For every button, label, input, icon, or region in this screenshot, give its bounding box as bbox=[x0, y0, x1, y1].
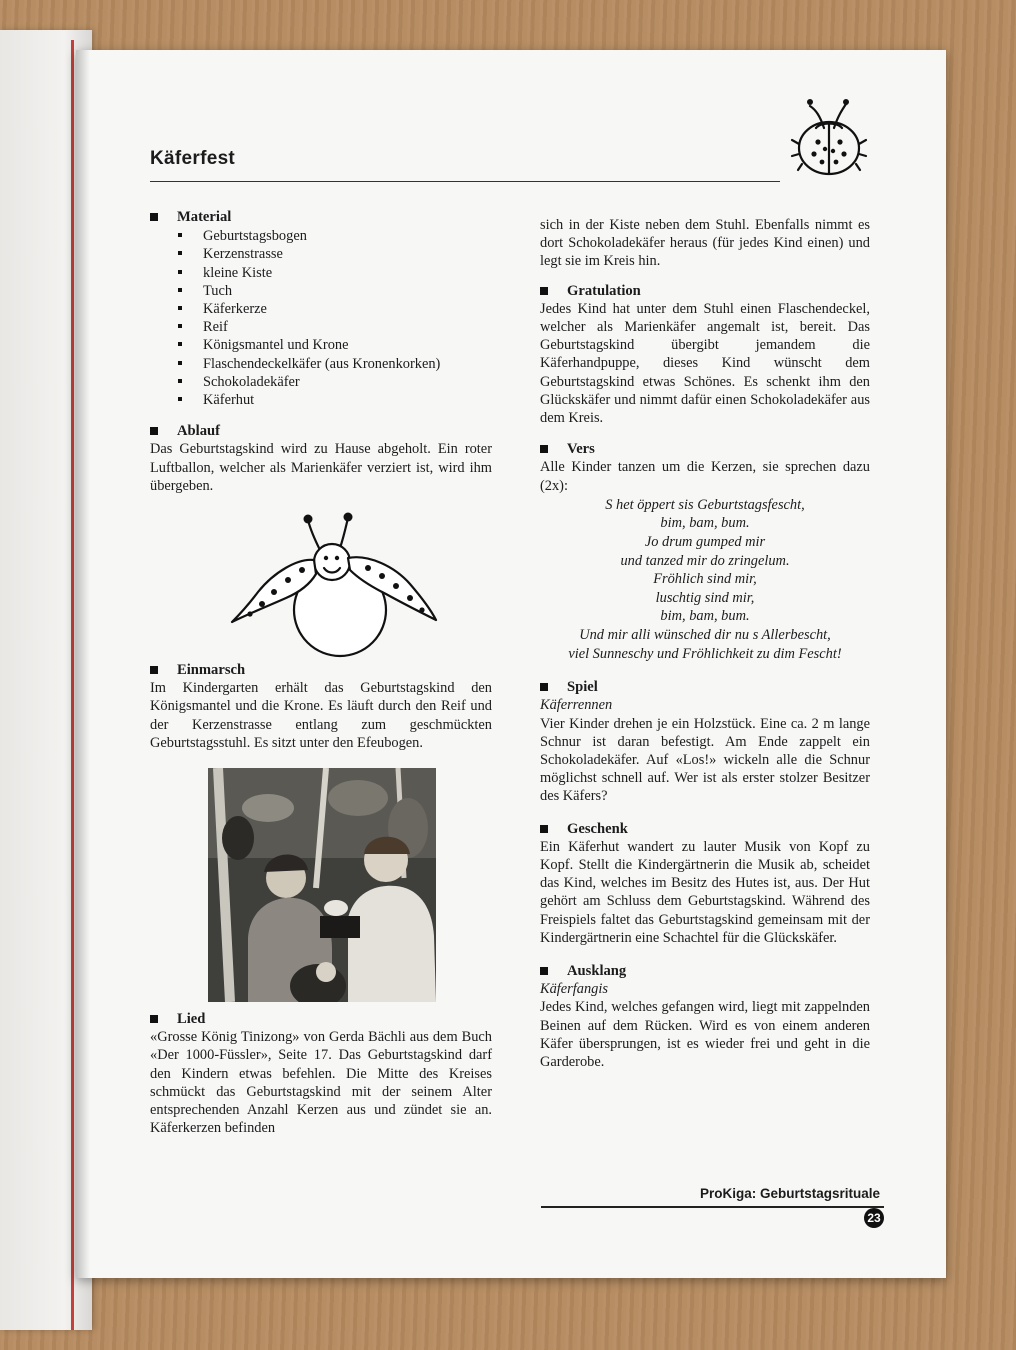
lied-text: «Grosse König Tinizong» von Gerda Bächli aus dem Buch «Der 1000-Füssler», Seite 17. Das Geburtstagskind darf den Kindern etwas befehlen. Die Mitte des Kreises schmückt das Geburtstagskind mit der seinem Alter entsprechenden Anzahl Kerzen aus und zündet sie an. Käferkerzen befinden bbox=[150, 1029, 492, 1137]
geschenk-heading: Geschenk bbox=[567, 820, 628, 837]
vers-poem bbox=[540, 496, 870, 663]
page-edge-stripe bbox=[71, 40, 74, 1330]
material-item: Käferkerze bbox=[150, 300, 492, 318]
square-bullet-icon bbox=[150, 666, 158, 674]
material-item: Geburtstagsbogen bbox=[150, 227, 492, 245]
poem-line: Fröhlich sind mir, bbox=[653, 571, 757, 588]
gratulation-text: Jedes Kind hat unter dem Stuhl einen Flaschendeckel, welcher als Marienkäfer angemalt ist, bereit. Das Geburtstagskind übergibt jemandem die Käferhandpuppe, dieses Kind wünscht dem Geburtstagskind etwas Schönes. Es schenkt ihm den Glückskäfer und nimmt dafür einen Schokoladekäfer aus dem Kreis. bbox=[540, 300, 870, 427]
section-heading-ausklang bbox=[540, 962, 870, 980]
vers-intro: Alle Kinder tanzen um die Kerzen, sie sprechen dazu (2x): bbox=[540, 459, 870, 494]
ladybug-balloon-illustration bbox=[228, 510, 438, 658]
page-spine-shadow bbox=[76, 50, 90, 1278]
geschenk-text: Ein Käferhut wandert zu lauter Musik von Kopf zu Kopf. Stellt die Kindergärtnerin die Musik ab, scheidet das Kind, welches im Besitz des Hutes ist, aus. Der Hut gehört am Schluss dem Geburtstagskind. Während des Freispiels faltet das Geburtstagskind gemeinsam mit der Kindergärtnerin eine Schachtel für die Glückskäfer. bbox=[540, 838, 870, 946]
ausklang-subtitle: Käferfangis bbox=[540, 981, 608, 998]
material-heading: Material bbox=[177, 209, 232, 225]
square-bullet-icon bbox=[540, 287, 548, 295]
material-item: Kerzenstrasse bbox=[150, 245, 492, 263]
square-bullet-icon bbox=[540, 445, 548, 453]
right-column bbox=[540, 216, 870, 1071]
page-number: 23 bbox=[864, 1208, 884, 1228]
spiel-heading: Spiel bbox=[567, 679, 598, 696]
ablauf-heading: Ablauf bbox=[177, 423, 220, 440]
material-item: Reif bbox=[150, 318, 492, 336]
children-photo bbox=[208, 768, 436, 1002]
poem-line: und tanzed mir do zringelum. bbox=[620, 552, 790, 569]
ausklang-text: Jedes Kind, welches gefangen wird, liegt mit zappelnden Beinen auf dem Rücken. Wird es von einem anderen Käfer übersprungen, ist es wieder frei und geht in die Garderobe. bbox=[540, 999, 870, 1071]
poem-line: bim, bam, bum. bbox=[660, 608, 750, 625]
page-title: Käferfest bbox=[150, 148, 236, 169]
square-bullet-icon bbox=[540, 683, 548, 691]
section-heading-material bbox=[150, 208, 492, 226]
spiel-subtitle: Käferrennen bbox=[540, 697, 613, 714]
section-heading-spiel bbox=[540, 678, 870, 696]
section-heading-vers bbox=[540, 440, 870, 458]
material-item: Tuch bbox=[150, 282, 492, 300]
section-heading-ablauf bbox=[150, 422, 492, 440]
poem-line: Und mir alli wünsched dir nu s Allerbescht, bbox=[579, 627, 831, 643]
material-item: Schokoladekäfer bbox=[150, 373, 492, 391]
lied-heading: Lied bbox=[177, 1011, 206, 1028]
section-heading-geschenk bbox=[540, 820, 870, 838]
material-item: Käferhut bbox=[150, 391, 492, 409]
poem-line: bim, bam, bum. bbox=[660, 515, 750, 532]
einmarsch-text: Im Kindergarten erhält das Geburtstagskind den Königsmantel und die Krone. Es läuft durch den Reif und der Kerzenstrasse entlang zum geschmückten Geburtstagsstuhl. Es sitzt unter den Efeubogen. bbox=[150, 680, 492, 751]
material-list bbox=[150, 227, 492, 409]
section-heading-lied bbox=[150, 1010, 492, 1028]
poem-line: luschtig sind mir, bbox=[655, 589, 755, 606]
square-bullet-icon bbox=[150, 213, 158, 221]
ablauf-text: Das Geburtstagskind wird zu Hause abgeholt. Ein roter Luftballon, welcher als Marienkäfer verziert ist, wird ihm übergeben. bbox=[150, 441, 492, 494]
poem-line: S het öppert sis Geburtstagsfescht, bbox=[605, 496, 805, 513]
material-item: Flaschendeckelkäfer (aus Kronenkorken) bbox=[150, 355, 492, 373]
square-bullet-icon bbox=[540, 825, 548, 833]
gratulation-heading: Gratulation bbox=[567, 282, 641, 299]
einmarsch-heading: Einmarsch bbox=[177, 662, 246, 679]
poem-line: Jo drum gumped mir bbox=[644, 534, 766, 551]
footer-rule bbox=[541, 1206, 884, 1208]
material-item: Königsmantel und Krone bbox=[150, 336, 492, 354]
spiel-text: Vier Kinder drehen je ein Holzstück. Eine ca. 2 m lange Schnur ist daran befestigt. Am Ende zappelt ein Schokoladekäfer. Auf «Los!» wickeln alle die Schnur möglichst schnell auf. Wer ist als erster stolzer Besitzer des Käfers? bbox=[540, 715, 870, 805]
vers-heading: Vers bbox=[567, 441, 595, 458]
footer-title: ProKiga: Geburtstagsrituale bbox=[700, 1186, 881, 1201]
ausklang-heading: Ausklang bbox=[567, 963, 627, 980]
continuation-text: sich in der Kiste neben dem Stuhl. Ebenfalls nimmt es dort Schokoladekäfer heraus (für jedes Kind einen) und legt sie im Kreis hin. bbox=[540, 217, 870, 270]
section-heading-gratulation bbox=[540, 282, 870, 300]
material-item: kleine Kiste bbox=[150, 264, 492, 282]
square-bullet-icon bbox=[150, 1015, 158, 1023]
square-bullet-icon bbox=[540, 967, 548, 975]
ladybug-icon bbox=[786, 98, 872, 184]
poem-line: viel Sunneschy und Fröhlichkeit zu dim Fescht! bbox=[568, 645, 842, 662]
square-bullet-icon bbox=[150, 427, 158, 435]
header-rule bbox=[150, 181, 780, 182]
section-heading-einmarsch bbox=[150, 661, 492, 679]
